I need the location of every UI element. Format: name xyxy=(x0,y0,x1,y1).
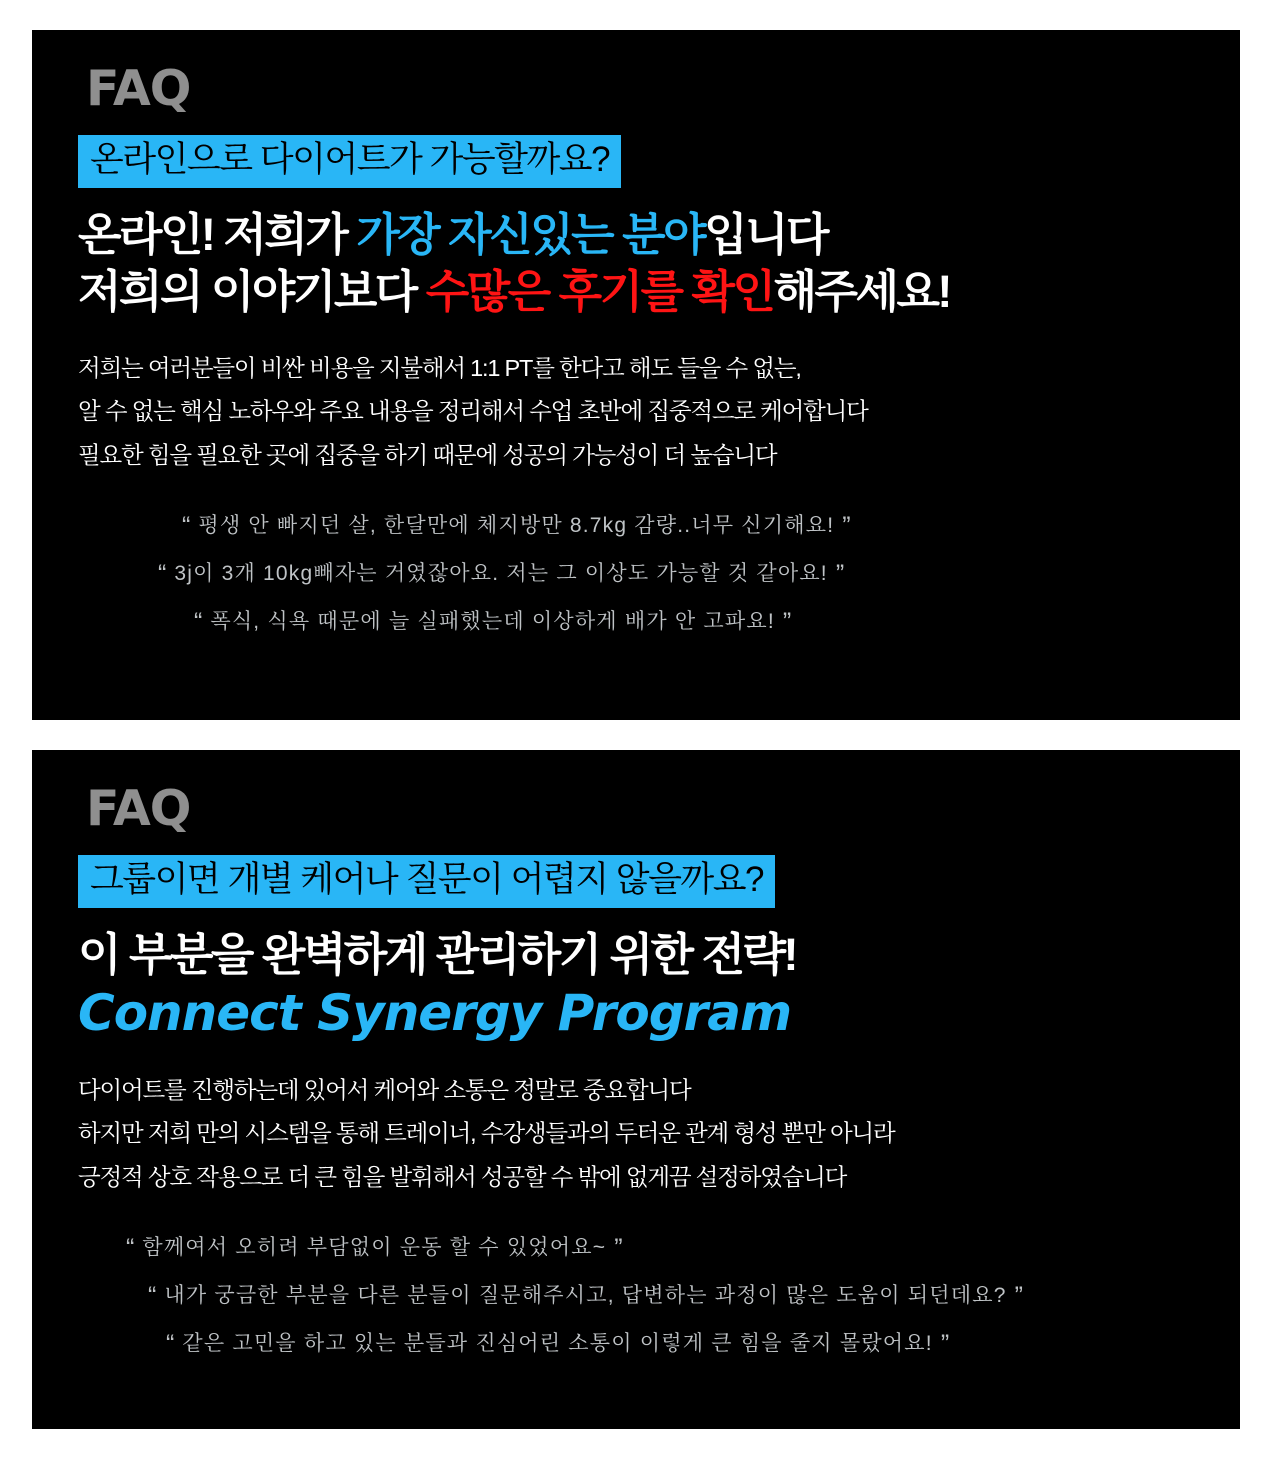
testimonial-item xyxy=(78,1279,1194,1311)
testimonial-text: 폭식, 식욕 때문에 늘 실패했는데 이상하게 배가 안 고파요! xyxy=(210,610,775,634)
quote-open-mark: “ xyxy=(182,512,191,541)
headline-segment: 해주세요! xyxy=(773,266,950,318)
testimonial-text: 평생 안 빠지던 살, 한달만에 체지방만 8.7kg 감량..너무 신기해요! xyxy=(198,514,835,538)
program-brand-name: Connect Synergy Program xyxy=(78,984,792,1043)
headline-line-1 xyxy=(78,206,1194,264)
quote-open-mark: “ xyxy=(166,1330,175,1359)
quote-close-mark: ” xyxy=(782,608,792,637)
quote-close-mark: ” xyxy=(614,1234,623,1263)
testimonial-text: 같은 고민을 하고 있는 분들과 진심어린 소통이 이렇게 큰 힘을 줄지 몰랐어요! xyxy=(182,1332,933,1356)
testimonial-text: 함께여서 오히려 부담없이 운동 할 수 있었어요~ xyxy=(142,1236,607,1260)
body-copy-line: 다이어트를 진행하는데 있어서 케어와 소통은 정말로 중요합니다 xyxy=(78,1076,691,1103)
body-copy xyxy=(78,1069,1194,1199)
headline-line-2 xyxy=(78,263,1194,321)
faq-question: 그룹이면 개별 케어나 질문이 어렵지 않을까요? xyxy=(78,855,775,908)
headline-segment: 입니다 xyxy=(704,208,827,260)
headline-segment: 저희의 이야기보다 xyxy=(78,266,426,318)
headline xyxy=(78,926,1194,984)
testimonial-item xyxy=(78,557,1194,589)
testimonial-item xyxy=(78,605,1194,637)
headline-segment: 온라인! 저희가 xyxy=(78,208,357,260)
quote-open-mark: “ xyxy=(148,1282,157,1311)
faq-label: FAQ xyxy=(86,60,191,117)
body-copy-line: 긍정적 상호 작용으로 더 큰 힘을 발휘해서 성공할 수 밖에 없게끔 설정하였습니다 xyxy=(78,1163,847,1190)
headline-segment: 이 부분을 완벽하게 관리하기 위한 전략! xyxy=(78,928,797,980)
faq-panel-1 xyxy=(32,30,1240,720)
headline-line-1 xyxy=(78,926,1194,984)
body-copy-line: 하지만 저희 만의 시스템을 통해 트레이너, 수강생들과의 두터운 관계 형성 뿐만 아니라 xyxy=(78,1120,895,1147)
body-copy xyxy=(78,347,1194,477)
testimonial-list xyxy=(78,509,1194,637)
quote-open-mark: “ xyxy=(158,560,167,589)
testimonial-item xyxy=(78,1231,1194,1263)
testimonial-item xyxy=(78,1327,1194,1359)
faq-label: FAQ xyxy=(86,780,191,837)
question-highlight-wrap xyxy=(78,855,775,908)
body-copy-line: 필요한 힘을 필요한 곳에 집중을 하기 때문에 성공의 가능성이 더 높습니다 xyxy=(78,441,777,468)
question-highlight-wrap xyxy=(78,135,621,188)
headline xyxy=(78,206,1194,321)
quote-close-mark: ” xyxy=(835,560,845,589)
headline-segment-accent: 가장 자신있는 분야 xyxy=(356,208,705,260)
quote-open-mark: “ xyxy=(194,608,203,637)
faq-panel-2 xyxy=(32,750,1240,1429)
body-copy-line: 알 수 없는 핵심 노하우와 주요 내용을 정리해서 수업 초반에 집중적으로 케어합니다 xyxy=(78,398,868,425)
quote-open-mark: “ xyxy=(126,1234,135,1263)
quote-close-mark: ” xyxy=(940,1330,950,1359)
testimonial-text: 3j이 3개 10kg빼자는 거였잖아요. 저는 그 이상도 가능할 것 같아요! xyxy=(174,562,828,586)
faq-question: 온라인으로 다이어트가 가능할까요? xyxy=(78,135,621,188)
testimonial-list xyxy=(78,1231,1194,1359)
headline-segment-accent: 수많은 후기를 확인 xyxy=(425,266,774,318)
testimonial-item xyxy=(78,509,1194,541)
body-copy-line: 저희는 여러분들이 비싼 비용을 지불해서 1:1 PT를 한다고 해도 들을 수 없는, xyxy=(78,354,801,381)
testimonial-text: 내가 궁금한 부분을 다른 분들이 질문해주시고, 답변하는 과정이 많은 도움이 되던데요? xyxy=(164,1284,1007,1308)
quote-close-mark: ” xyxy=(1014,1282,1023,1311)
quote-close-mark: ” xyxy=(842,512,851,541)
